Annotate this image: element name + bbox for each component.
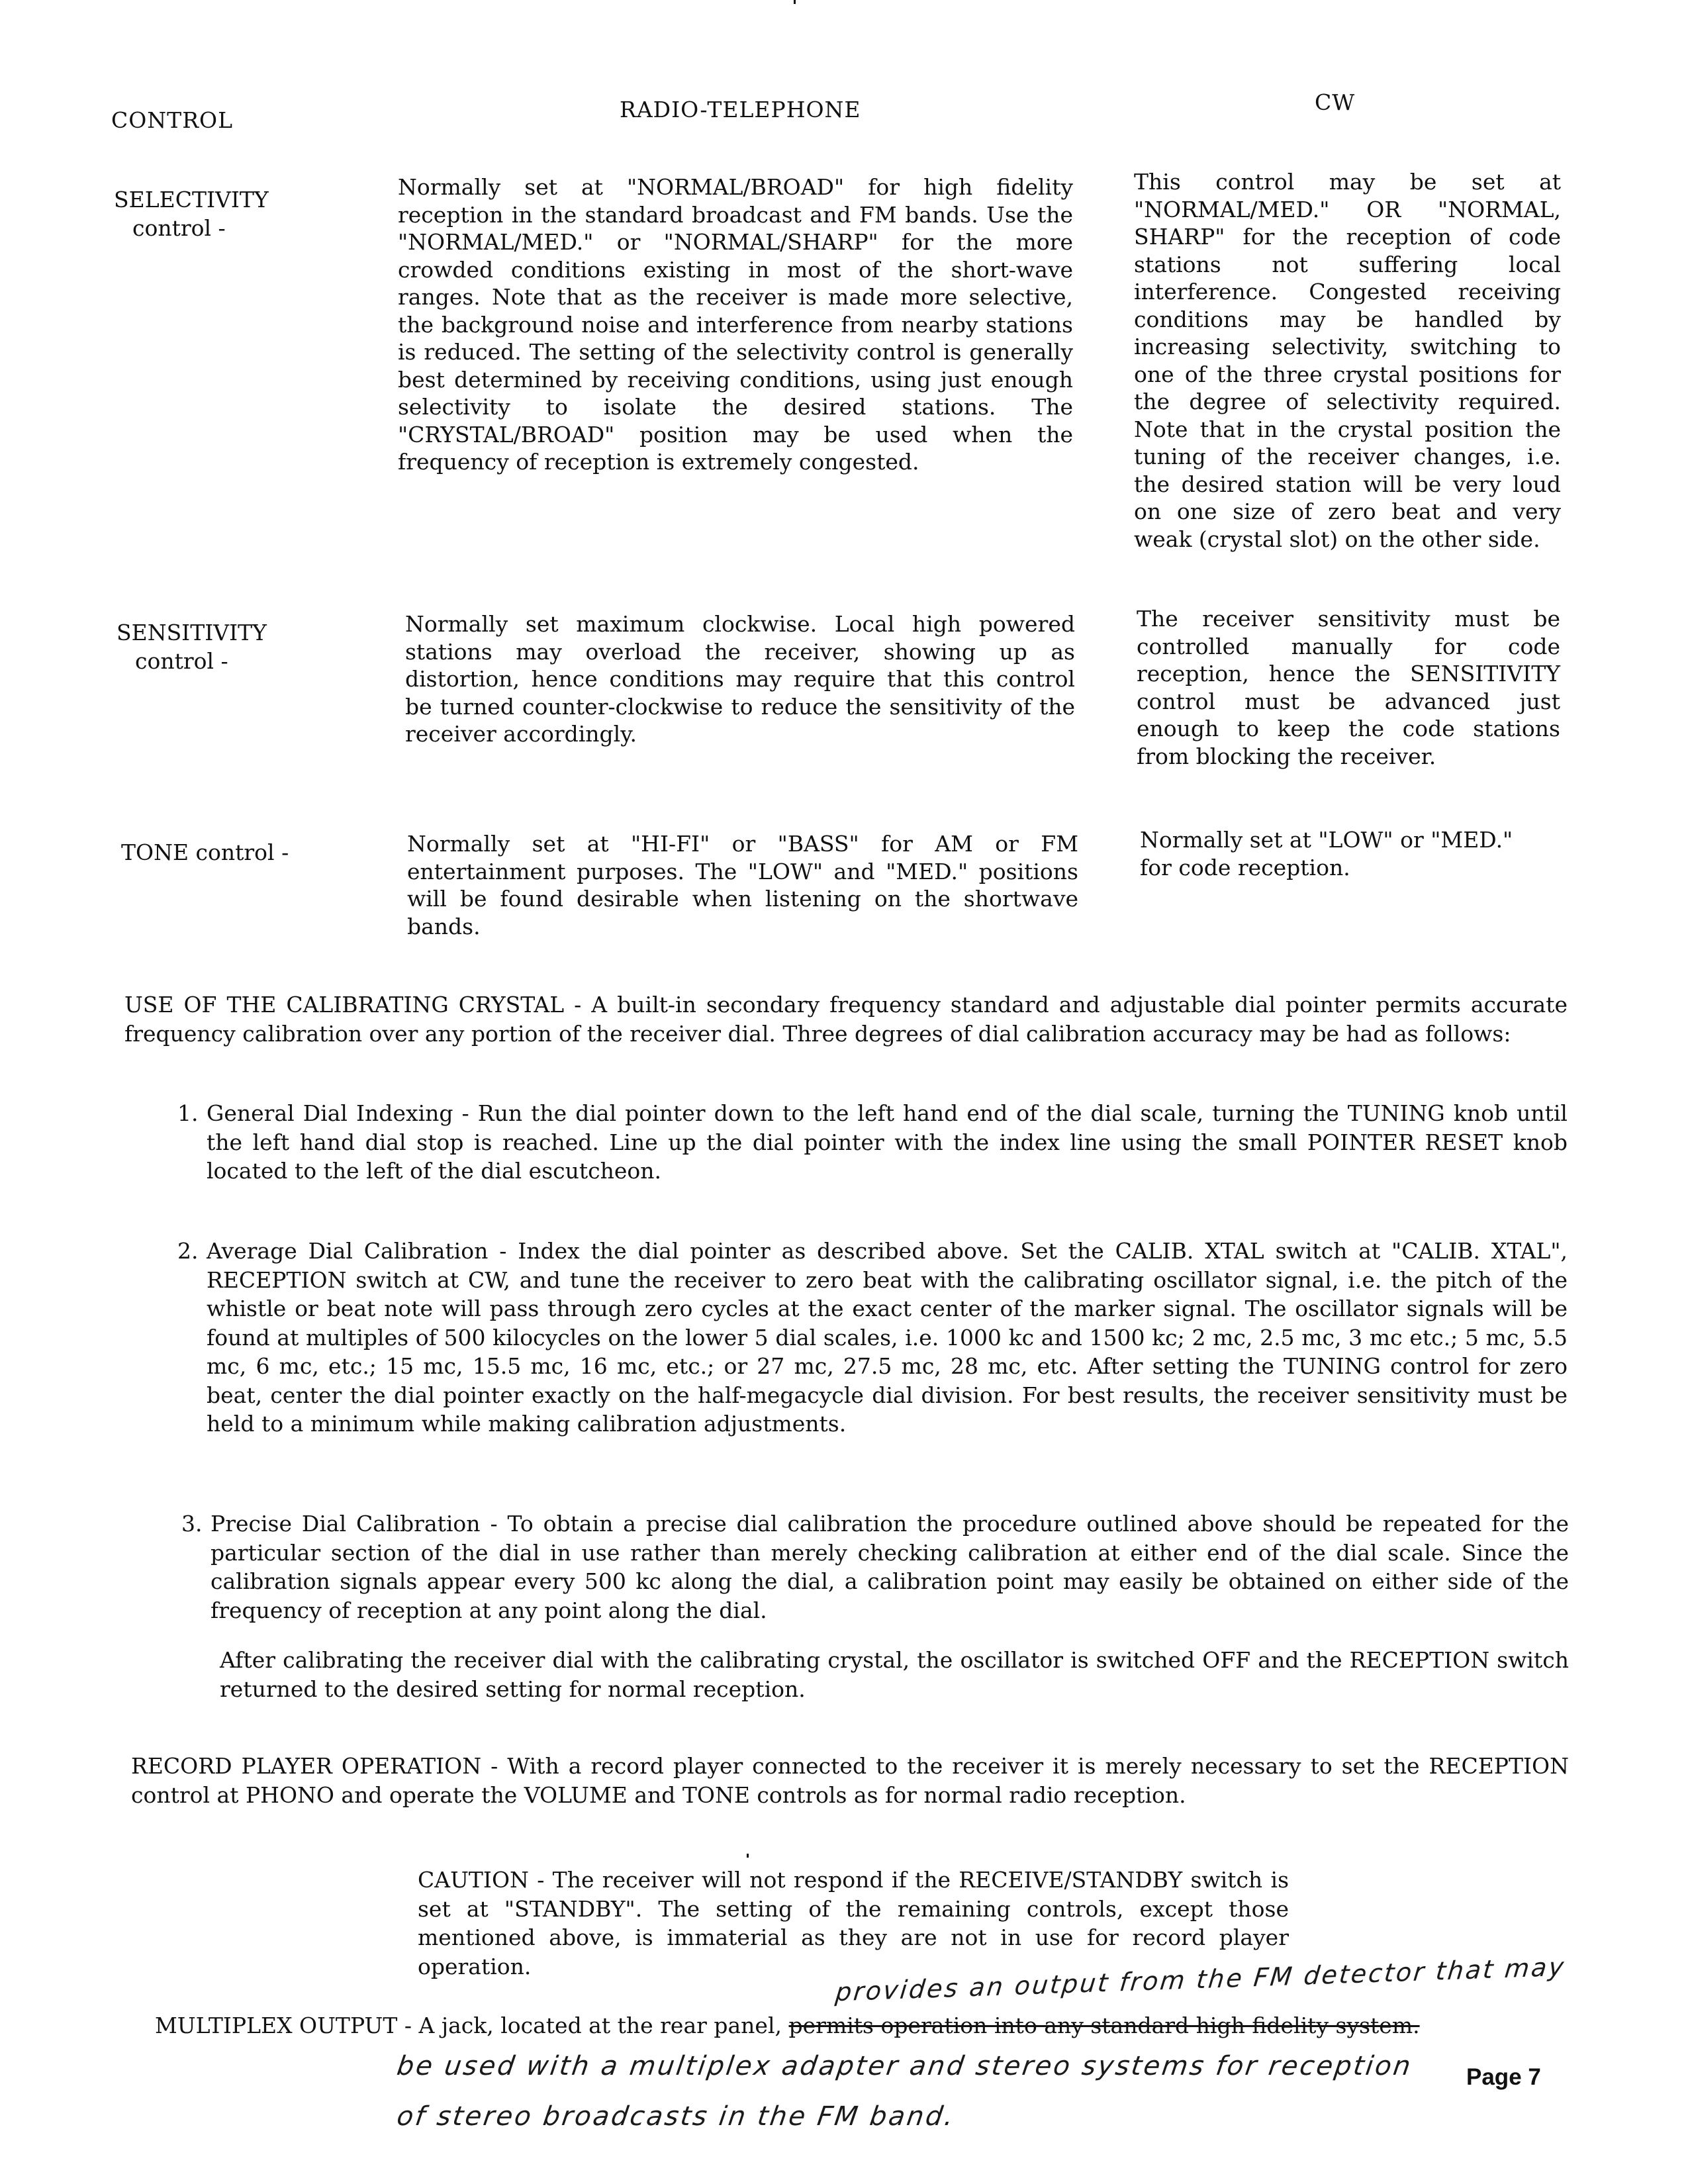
- scan-mark: [794, 0, 796, 4]
- page-number: Page 7: [1466, 2064, 1541, 2090]
- label-line: SELECTIVITY: [114, 187, 269, 213]
- tone-radio-telephone-text: Normally set at "HI-FI" or "BASS" for AM or FM entertainment purposes. The "LOW" and "MED." positions will be found desirable when listening on the shortwave bands.: [407, 831, 1078, 939]
- multiplex-lead: MULTIPLEX OUTPUT - A jack, located at the rear panel,: [155, 2013, 782, 2038]
- item-number: 1.: [177, 1100, 199, 1126]
- calibrating-crystal-intro: USE OF THE CALIBRATING CRYSTAL - A built-in secondary frequency standard and adjustable dial pointer permits accurate frequency calibration over any portion of the receiver dial. Three degrees of dial calibration accuracy may be had as follows:: [124, 992, 1568, 1047]
- scan-mark: [747, 1854, 749, 1858]
- multiplex-struck-text: permits operation into any standard high fidelity system.: [788, 2013, 1420, 2038]
- calibration-item-3: [181, 1509, 1569, 1625]
- label-line: control -: [135, 648, 228, 674]
- item-text: Precise Dial Calibration - To obtain a precise dial calibration the procedure outlined above should be repeated for the particular section of the dial in use rather than merely checking calibration at either end of the dial scale. Since the calibration signals appear every 500 kc along the dial, a calibration point may easily be obtained on either side of the frequency of reception at any point along the dial.: [211, 1511, 1569, 1623]
- row-label-sensitivity: [117, 618, 267, 675]
- header-radio-telephone: RADIO-TELEPHONE: [620, 97, 861, 122]
- header-cw: CW: [1315, 89, 1356, 115]
- row-label-selectivity: [114, 185, 269, 242]
- sensitivity-radio-telephone-text: Normally set maximum clockwise. Local high powered stations may overload the receiver, showing up as distortion, hence conditions may require that this control be turned counter-clockwise to reduce the sensitivity of the receiver accordingly.: [405, 611, 1075, 747]
- handwritten-line-3: of stereo broadcasts in the FM band.: [395, 2101, 957, 2132]
- label-line: TONE control -: [121, 839, 289, 865]
- selectivity-radio-telephone-text: Normally set at "NORMAL/BROAD" for high fidelity reception in the standard broadcast and FM bands. Use the "NORMAL/MED." or "NORMAL/SHARP" for the more crowded conditions existing in most of the short-wave ranges. Note that as the receiver is made more selective, the background noise and interference from nearby stations is reduced. The setting of the selectivity control is generally best determined by receiving conditions, using just enough selectivity to isolate the desired stations. The "CRYSTAL/BROAD" position may be used when the frequency of reception is extremely congested.: [398, 174, 1073, 475]
- item-text: Average Dial Calibration - Index the dial pointer as described above. Set the CALIB. XTAL switch at "CALIB. XTAL", RECEPTION switch at CW, and tune the receiver to zero beat with the calibrating oscillator signal, i.e. the pitch of the whistle or beat note will pass through zero cycles at the exact center of the marker signal. The oscillator signals will be found at multiples of 500 kilocycles on the lower 5 dial scales, i.e. 1000 kc and 1500 kc; 2 mc, 2.5 mc, 3 mc etc.; 5 mc, 5.5 mc, 6 mc, etc.; 15 mc, 15.5 mc, 16 mc, etc.; or 27 mc, 27.5 mc, 28 mc, etc. After setting the TUNING control for zero beat, center the dial pointer exactly on the half-megacycle dial division. For best results, the receiver sensitivity must be held to a minimum while making calibration adjustments.: [207, 1238, 1568, 1437]
- caution-text: CAUTION - The receiver will not respond if the RECEIVE/STANDBY switch is set at "STANDBY". The setting of the remaining controls, except those mentioned above, is immaterial as they are not in use for record player operation.: [418, 1867, 1289, 1979]
- header-control: CONTROL: [111, 107, 234, 133]
- label-line: control -: [132, 215, 226, 241]
- tone-cw-text: Normally set at "LOW" or "MED." for code reception.: [1140, 827, 1513, 880]
- selectivity-cw-text: This control may be set at "NORMAL/MED." OR "NORMAL, SHARP" for the reception of code stations not suffering local interference. Congested receiving conditions may be handled by increasing selectivity, switching to one of the three crystal positions for the degree of selectivity required. Note that in the crystal position the tuning of the receiver changes, i.e. the desired station will be very loud on one size of zero beat and very weak (crystal slot) on the other side.: [1134, 169, 1561, 552]
- item-text: General Dial Indexing - Run the dial pointer down to the left hand end of the dial scale, turning the TUNING knob until the left hand dial stop is reached. Line up the dial pointer with the index line using the small POINTER RESET knob located to the left of the dial escutcheon.: [207, 1100, 1568, 1184]
- row-label-tone: [121, 838, 289, 867]
- record-player-operation-text: RECORD PLAYER OPERATION - With a record player connected to the receiver it is merely necessary to set the RECEPTION control at PHONO and operate the VOLUME and TONE controls as for normal radio reception.: [131, 1753, 1569, 1808]
- sensitivity-cw-text: The receiver sensitivity must be controlled manually for code reception, hence the SENSITIVITY control must be advanced just enough to keep the code stations from blocking the receiver.: [1137, 606, 1560, 769]
- calibration-item-2: [177, 1237, 1568, 1439]
- multiplex-output-text: [155, 2013, 1420, 2038]
- handwritten-line-2: be used with a multiplex adapter and stereo systems for reception: [395, 2051, 1415, 2081]
- item-number: 2.: [177, 1238, 199, 1264]
- label-line: SENSITIVITY: [117, 620, 267, 645]
- item-number: 3.: [181, 1511, 203, 1537]
- handwritten-insert: provides an output from the FM detector that may: [834, 1952, 1568, 2007]
- calibration-after-text: After calibrating the receiver dial with the calibrating crystal, the oscillator is switched OFF and the RECEPTION switch returned to the desired setting for normal reception.: [220, 1647, 1569, 1702]
- calibration-item-1: [177, 1099, 1568, 1186]
